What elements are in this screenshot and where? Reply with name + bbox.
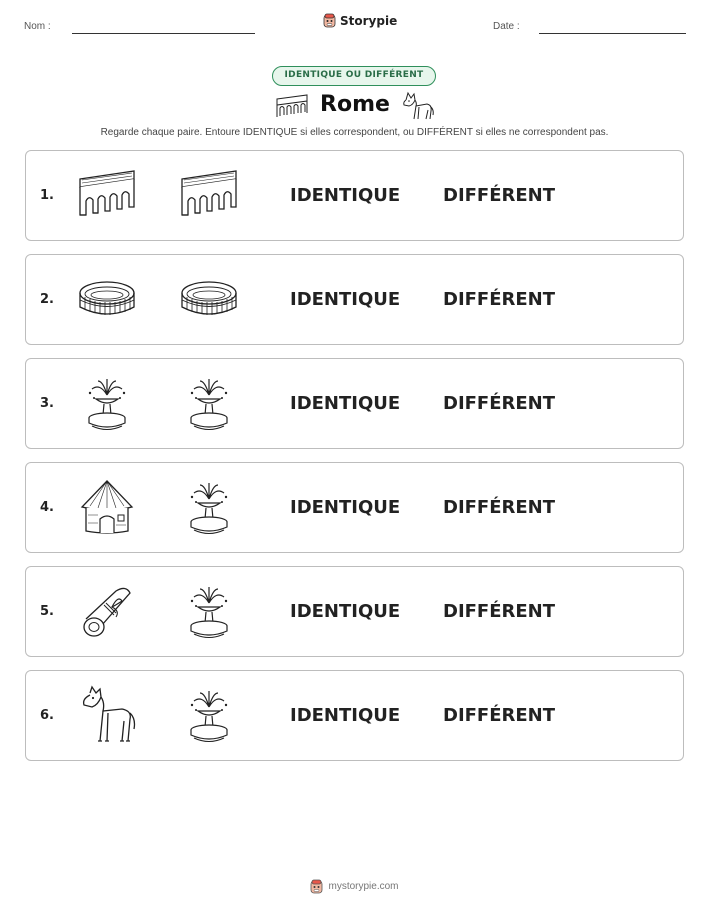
option-different[interactable]: DIFFÉRENT — [443, 289, 556, 310]
question-number: 1. — [40, 188, 54, 203]
option-identique[interactable]: IDENTIQUE — [290, 497, 401, 518]
option-identique[interactable]: IDENTIQUE — [290, 601, 401, 622]
option-identique[interactable]: IDENTIQUE — [290, 705, 401, 726]
footer-url[interactable]: mystorypie.com — [328, 881, 399, 892]
question-number: 4. — [40, 500, 54, 515]
name-line — [72, 33, 255, 34]
fountain-icon — [178, 685, 240, 747]
question-row-3 — [25, 358, 684, 449]
date-line — [539, 33, 686, 34]
title-row — [0, 90, 709, 124]
aqueduct-icon — [178, 165, 240, 227]
brand-name: Storypie — [340, 13, 398, 28]
question-row-1 — [25, 150, 684, 241]
wolf-icon — [400, 90, 434, 122]
colosseum-icon — [178, 269, 240, 331]
fountain-icon — [178, 477, 240, 539]
storypie-mascot-icon — [310, 879, 323, 894]
colosseum-icon — [76, 269, 138, 331]
scroll-icon — [76, 581, 138, 643]
question-number: 5. — [40, 604, 54, 619]
footer — [0, 879, 709, 894]
question-row-5 — [25, 566, 684, 657]
option-identique[interactable]: IDENTIQUE — [290, 185, 401, 206]
question-row-4 — [25, 462, 684, 553]
question-number: 2. — [40, 292, 54, 307]
option-identique[interactable]: IDENTIQUE — [290, 393, 401, 414]
wolf-icon — [76, 685, 138, 747]
storypie-mascot-icon — [323, 13, 336, 28]
hut-icon — [76, 477, 138, 539]
date-label: Date : — [493, 21, 520, 32]
question-row-6 — [25, 670, 684, 761]
fountain-icon — [76, 373, 138, 435]
fountain-icon — [178, 581, 240, 643]
option-different[interactable]: DIFFÉRENT — [443, 601, 556, 622]
name-label: Nom : — [24, 21, 51, 32]
fountain-icon — [178, 373, 240, 435]
option-different[interactable]: DIFFÉRENT — [443, 497, 556, 518]
option-identique[interactable]: IDENTIQUE — [290, 289, 401, 310]
option-different[interactable]: DIFFÉRENT — [443, 393, 556, 414]
option-different[interactable]: DIFFÉRENT — [443, 705, 556, 726]
question-number: 6. — [40, 708, 54, 723]
brand-logo — [323, 13, 397, 28]
option-different[interactable]: DIFFÉRENT — [443, 185, 556, 206]
worksheet-type-badge: IDENTIQUE OU DIFFÉRENT — [272, 66, 436, 86]
aqueduct-icon — [76, 165, 138, 227]
page-title: Rome — [320, 92, 390, 117]
question-number: 3. — [40, 396, 54, 411]
question-row-2 — [25, 254, 684, 345]
instructions-text: Regarde chaque paire. Entoure IDENTIQUE si elles correspondent, ou DIFFÉRENT si elles ne correspondent pas. — [100, 127, 609, 138]
